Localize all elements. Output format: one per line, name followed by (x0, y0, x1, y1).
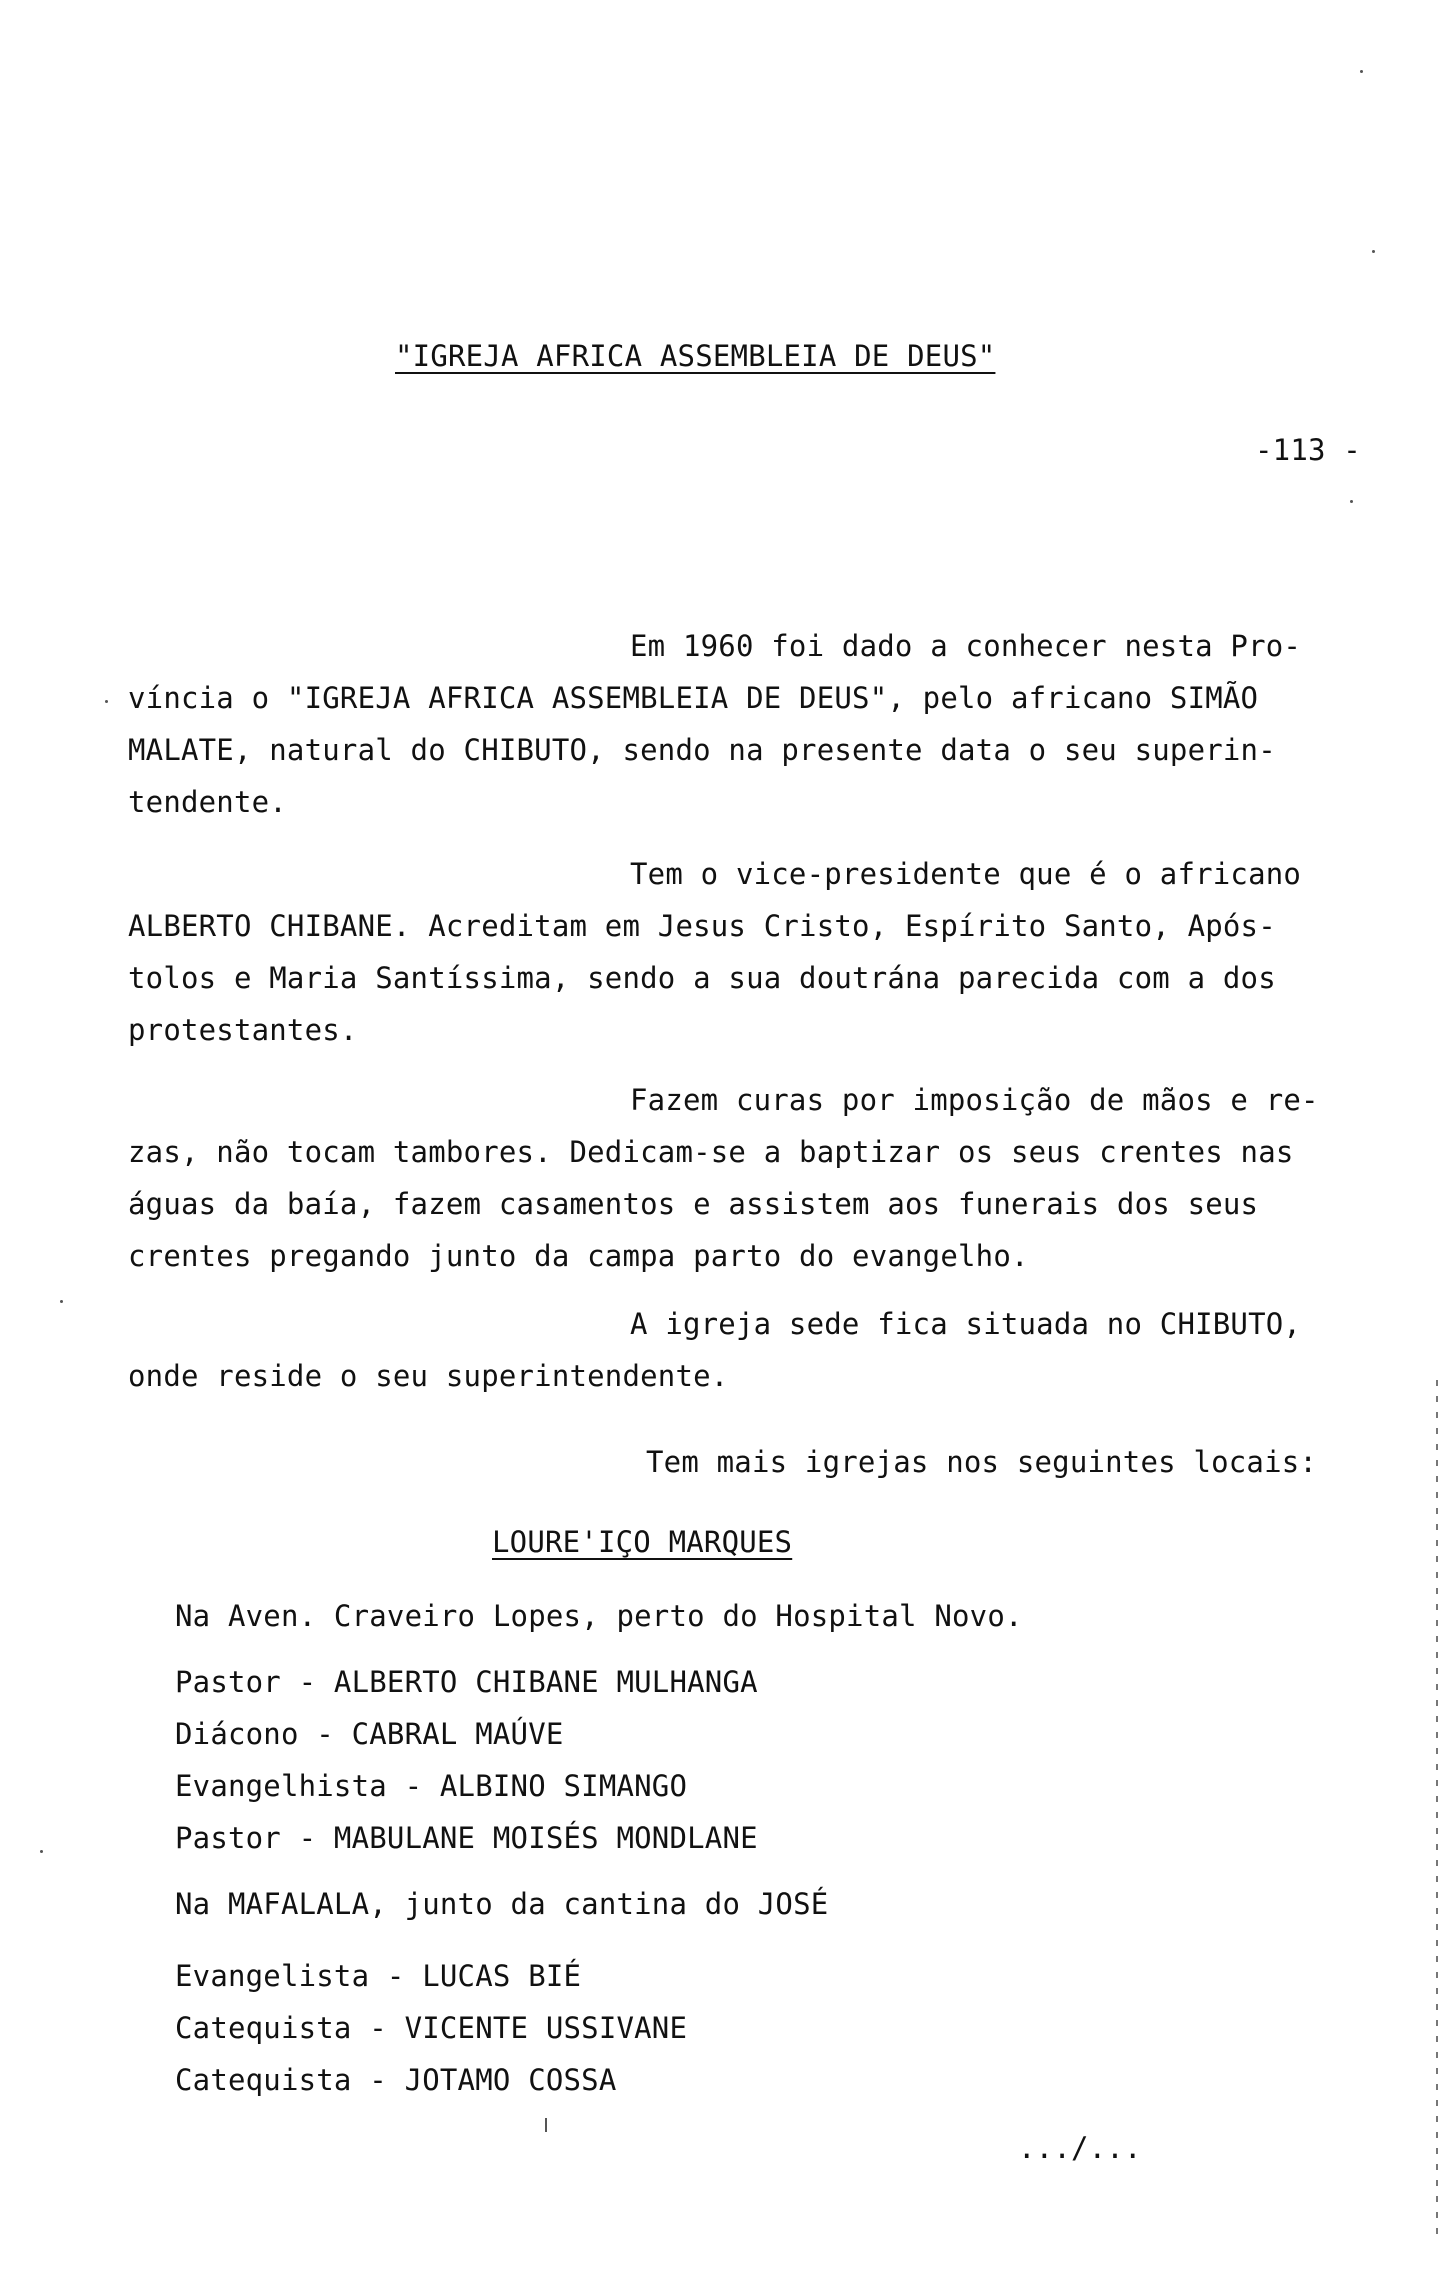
location-1-place: Na Aven. Craveiro Lopes, perto do Hospital Novo. (175, 1599, 1023, 1633)
location-1-person: Diácono - CABRAL MAÚVE (175, 1717, 564, 1751)
location-2-person: Catequista - VICENTE USSIVANE (175, 2011, 688, 2045)
paragraph-3-line-3: águas da baía, fazem casamentos e assistem aos funerais dos seus (128, 1187, 1259, 1221)
paragraph-2-line-2: ALBERTO CHIBANE. Acreditam em Jesus Cristo, Espírito Santo, Após- (128, 909, 1276, 943)
continuation-mark: .../... (1018, 2131, 1142, 2165)
scan-speck (40, 1850, 43, 1853)
paragraph-2-line-1: Tem o vice-presidente que é o africano (630, 857, 1302, 891)
paragraph-2-line-3: tolos e Maria Santíssima, sendo a sua doutrána parecida com a dos (128, 961, 1276, 995)
paragraph-1-line-4: tendente. (128, 785, 287, 819)
scan-speck (1360, 70, 1363, 73)
document-title: "IGREJA AFRICA ASSEMBLEIA DE DEUS" (395, 339, 996, 373)
paragraph-3-line-1: Fazem curas por imposição de mãos e re- (630, 1083, 1319, 1117)
paragraph-3-line-2: zas, não tocam tambores. Dedicam-se a baptizar os seus crentes nas (128, 1135, 1294, 1169)
scan-margin-edge (1436, 1380, 1438, 2240)
scan-speck (105, 700, 108, 703)
page-number: -113 - (1255, 433, 1361, 467)
paragraph-4-line-2: onde reside o seu superintendente. (128, 1359, 729, 1393)
section-heading: LOURE'IÇO MARQUES (492, 1525, 793, 1559)
paragraph-2-line-4: protestantes. (128, 1013, 358, 1047)
scan-speck (545, 2118, 547, 2132)
paragraph-1-line-1: Em 1960 foi dado a conhecer nesta Pro- (630, 629, 1302, 663)
paragraph-1-line-3: MALATE, natural do CHIBUTO, sendo na presente data o seu superin- (128, 733, 1276, 767)
location-2-person: Evangelista - LUCAS BIÉ (175, 1959, 582, 1993)
scan-speck (1372, 250, 1375, 253)
location-2-person: Catequista - JOTAMO COSSA (175, 2063, 617, 2097)
location-1-person: Pastor - ALBERTO CHIBANE MULHANGA (175, 1665, 758, 1699)
location-1-person: Pastor - MABULANE MOISÉS MONDLANE (175, 1821, 758, 1855)
paragraph-3-line-4: crentes pregando junto da campa parto do evangelho. (128, 1239, 1029, 1273)
scan-speck (1350, 500, 1353, 503)
scan-speck (60, 1300, 63, 1303)
locations-intro: Tem mais igrejas nos seguintes locais: (646, 1445, 1318, 1479)
paragraph-4-line-1: A igreja sede fica situada no CHIBUTO, (630, 1307, 1302, 1341)
location-2-place: Na MAFALALA, junto da cantina do JOSÉ (175, 1887, 829, 1921)
paragraph-1-line-2: víncia o "IGREJA AFRICA ASSEMBLEIA DE DEUS", pelo africano SIMÃO (128, 681, 1259, 715)
location-1-person: Evangelhista - ALBINO SIMANGO (175, 1769, 688, 1803)
